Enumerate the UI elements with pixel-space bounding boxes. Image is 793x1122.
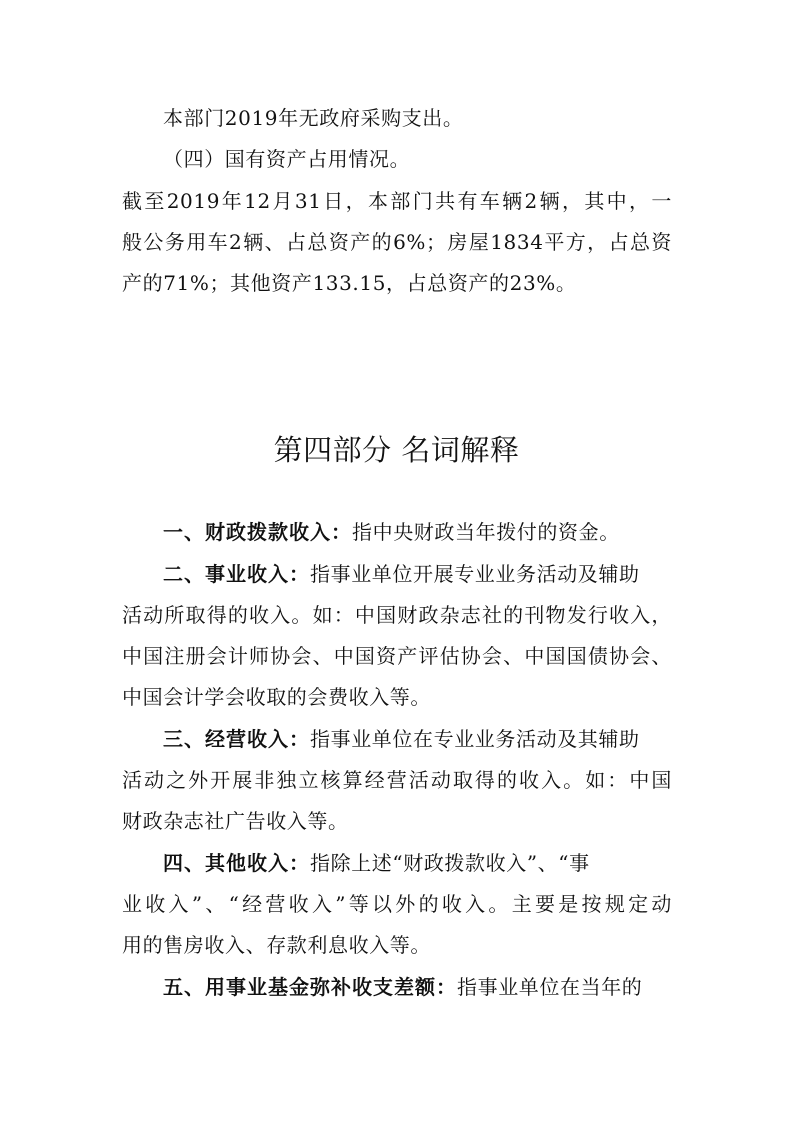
term-item-1 bbox=[163, 520, 620, 544]
section-title: 第四部分 名词解释 bbox=[273, 433, 520, 467]
term-item-5 bbox=[163, 975, 642, 999]
paragraph-assets-line-1: 截至2019年12月31日，本部门共有车辆2辆，其中，一 bbox=[122, 189, 672, 213]
term-label: 五、用事业基金弥补收支差额： bbox=[163, 975, 457, 999]
paragraph-procurement: 本部门2019年无政府采购支出。 bbox=[163, 106, 464, 130]
term-4-line-3: 用的售房收入、存款利息收入等。 bbox=[122, 933, 431, 957]
term-item-4 bbox=[163, 851, 590, 875]
term-definition: 指除上述“财政拨款收入”、“事 bbox=[310, 851, 590, 875]
term-label: 四、其他收入： bbox=[163, 851, 310, 875]
term-label: 二、事业收入： bbox=[163, 562, 310, 586]
term-item-2 bbox=[163, 562, 640, 586]
term-2-line-2: 活动所取得的收入。如：中国财政杂志社的刊物发行收入， bbox=[122, 603, 672, 627]
term-4-line-2: 业收入”、“经营收入”等以外的收入。主要是按规定动 bbox=[122, 892, 672, 916]
term-3-line-2: 活动之外开展非独立核算经营活动取得的收入。如：中国 bbox=[122, 768, 672, 792]
term-definition: 指事业单位在当年的 bbox=[457, 975, 643, 999]
term-2-line-3: 中国注册会计师协会、中国资产评估协会、中国国债协会、 bbox=[122, 644, 672, 668]
term-definition: 指中央财政当年拨付的资金。 bbox=[352, 520, 620, 544]
paragraph-assets-line-3: 产的71%；其他资产133.15，占总资产的23%。 bbox=[122, 271, 577, 295]
term-label: 三、经营收入： bbox=[163, 727, 310, 751]
term-label: 一、财政拨款收入： bbox=[163, 520, 352, 544]
term-item-3 bbox=[163, 727, 640, 751]
term-definition: 指事业单位在专业业务活动及其辅助 bbox=[310, 727, 640, 751]
subsection-heading-assets: （四）国有资产占用情况。 bbox=[163, 147, 411, 171]
term-2-line-4: 中国会计学会收取的会费收入等。 bbox=[122, 685, 431, 709]
term-3-line-3: 财政杂志社广告收入等。 bbox=[122, 809, 349, 833]
term-definition: 指事业单位开展专业业务活动及辅助 bbox=[310, 562, 640, 586]
paragraph-assets-line-2: 般公务用车2辆、占总资产的6%；房屋1834平方，占总资 bbox=[122, 230, 672, 254]
